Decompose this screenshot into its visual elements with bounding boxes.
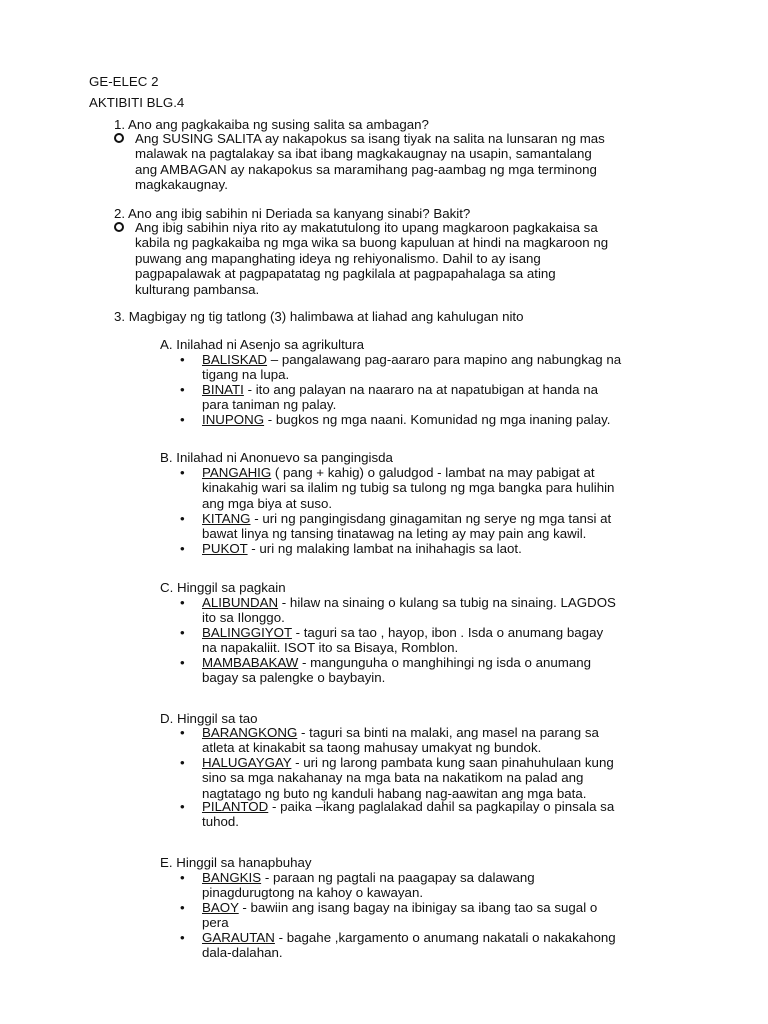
term-definition: atleta at kinakabit sa taong mahusay umakyat ng bundok. — [202, 740, 542, 756]
bullet-icon: • — [180, 799, 185, 814]
term-definition: na napakaliit. ISOT ito sa Bisaya, Romblon. — [202, 640, 459, 656]
bullet-icon: • — [180, 511, 185, 526]
section-title: E. Hinggil sa hanapbuhay — [160, 855, 312, 870]
bullet-icon: • — [180, 541, 185, 556]
answer-1-line: magkakaugnay. — [135, 177, 228, 193]
term-word: MAMBABAKAW — [202, 655, 299, 670]
term-definition: – pangalawang pag-aararo para mapino ang nabungkag na — [267, 352, 622, 367]
term-definition: - bawiin ang isang bagay na ibinigay sa ibang tao sa sugal o — [238, 900, 598, 915]
term-definition: - bugkos ng mga naani. Komunidad ng mga inaning palay. — [264, 412, 611, 427]
bullet-icon: • — [180, 870, 185, 885]
term-definition: bagay sa palengke o baybayin. — [202, 670, 386, 686]
answer-1-line: malawak na pagtalakay sa ibat ibang magkakaugnay na usapin, samantalang — [135, 146, 592, 162]
term-word: BAOY — [202, 900, 239, 915]
term-definition: ang mga biya at suso. — [202, 495, 333, 511]
term-definition: kinakahig wari sa ilalim ng tubig sa tulong ng mga bangka para hulihin — [202, 480, 615, 496]
term-definition: - paika –ikang paglalakad dahil sa pagkapilay o pinsala sa — [268, 799, 615, 814]
term-definition: bawat linya ng tansing tinatawag na leting ay may pain ang kawil. — [202, 526, 587, 542]
course-code: GE-ELEC 2 — [89, 74, 159, 89]
bullet-icon: • — [180, 625, 185, 640]
term-word: INUPONG — [202, 412, 265, 427]
bullet-icon: • — [180, 655, 185, 670]
term-definition: dala-dalahan. — [202, 945, 283, 961]
term-word: BANGKIS — [202, 870, 262, 885]
term-word: ALIBUNDAN — [202, 595, 279, 610]
term-definition: tigang na lupa. — [202, 367, 290, 383]
answer-2-line: puwang ang mapanghating ideya ng rehiyonalismo. Dahil to ay isang — [135, 250, 541, 266]
term-definition: - uri ng malaking lambat na inihahagis sa laot. — [247, 541, 522, 556]
term-definition: - taguri sa tao , hayop, ibon . Isda o anumang bagay — [291, 625, 604, 640]
bullet-icon: • — [180, 755, 185, 770]
term-word: BARANGKONG — [202, 725, 298, 740]
activity-title: AKTIBITI BLG.4 — [89, 95, 185, 110]
term-word: KITANG — [202, 511, 251, 526]
term-definition: - uri ng larong pambata kung saan pinahuhulaan kung — [291, 755, 614, 770]
term-definition: - ito ang palayan na naararo na at napatubigan at handa na — [243, 382, 599, 397]
term-word: BINATI — [202, 382, 244, 397]
term-definition: ito sa Ilonggo. — [202, 610, 285, 626]
term-definition: pinagdurugtong na kahoy o kawayan. — [202, 885, 424, 901]
term-definition: sino sa mga nakahanay na mga bata na nakatikom na palad ang — [202, 770, 584, 786]
answer-2-line: pagpapalawak at pagpapatatag ng pagkilala at pagpapahalaga sa ating — [135, 266, 556, 282]
hollow-circle-bullet-icon — [114, 222, 124, 232]
term-word: GARAUTAN — [202, 930, 275, 945]
bullet-icon: • — [180, 595, 185, 610]
bullet-icon: • — [180, 725, 185, 740]
bullet-icon: • — [180, 465, 185, 480]
term-definition: tuhod. — [202, 814, 239, 830]
term-definition: - paraan ng pagtali na paagapay sa dalawang — [261, 870, 535, 885]
answer-2-line: kulturang pambansa. — [135, 281, 260, 297]
bullet-icon: • — [180, 930, 185, 945]
term-definition: - bagahe ,kargamento o anumang nakatali o nakakahong — [274, 930, 616, 945]
answer-2-line: Ang ibig sabihin niya rito ay makatutulong ito upang magkaroon pagkakaisa sa — [135, 220, 598, 235]
question-2: 2. Ano ang ibig sabihin ni Deriada sa kanyang sinabi? Bakit? — [114, 206, 471, 221]
term-word: PILANTOD — [202, 799, 269, 814]
answer-1-line: Ang SUSING SALITA ay nakapokus sa isang tiyak na salita na lunsaran ng mas — [135, 131, 605, 146]
term-definition: - mangunguha o manghihingi ng isda o anumang — [298, 655, 592, 670]
section-title: D. Hinggil sa tao — [160, 711, 258, 726]
term-word: BALISKAD — [202, 352, 268, 367]
term-word: HALUGAYGAY — [202, 755, 292, 770]
bullet-icon: • — [180, 900, 185, 915]
bullet-icon: • — [180, 382, 185, 397]
answer-2-line: kabila ng pagkakaiba ng mga wika sa buong kapuluan at hindi na magkaroon ng — [135, 235, 609, 251]
term-definition: ( pang + kahig) o galudgod - lambat na may pabigat at — [271, 465, 595, 480]
answer-1-line: ang AMBAGAN ay nakapokus sa maramihang pag-aambag ng mga terminong — [135, 161, 597, 177]
term-definition: nagtatago ng buto ng kanduli habang nag-aawitan ang mga bata. — [202, 785, 587, 801]
term-word: PUKOT — [202, 541, 248, 556]
term-word: PANGAHIG — [202, 465, 272, 480]
term-definition: - taguri sa binti na malaki, ang masel na parang sa — [297, 725, 599, 740]
section-title: C. Hinggil sa pagkain — [160, 580, 286, 595]
question-3: 3. Magbigay ng tig tatlong (3) halimbawa at liahad ang kahulugan nito — [114, 309, 524, 324]
term-definition: - hilaw na sinaing o kulang sa tubig na sinaing. LAGDOS — [278, 595, 616, 610]
section-title: B. Inilahad ni Anonuevo sa pangingisda — [160, 450, 393, 465]
bullet-icon: • — [180, 412, 185, 427]
term-definition: - uri ng pangingisdang ginagamitan ng serye ng mga tansi at — [250, 511, 612, 526]
term-definition: para taniman ng palay. — [202, 397, 337, 413]
term-definition: pera — [202, 915, 229, 931]
bullet-icon: • — [180, 352, 185, 367]
question-1: 1. Ano ang pagkakaiba ng susing salita sa ambagan? — [114, 117, 429, 132]
term-word: BALINGGIYOT — [202, 625, 292, 640]
hollow-circle-bullet-icon — [114, 133, 124, 143]
section-title: A. Inilahad ni Asenjo sa agrikultura — [160, 337, 365, 352]
